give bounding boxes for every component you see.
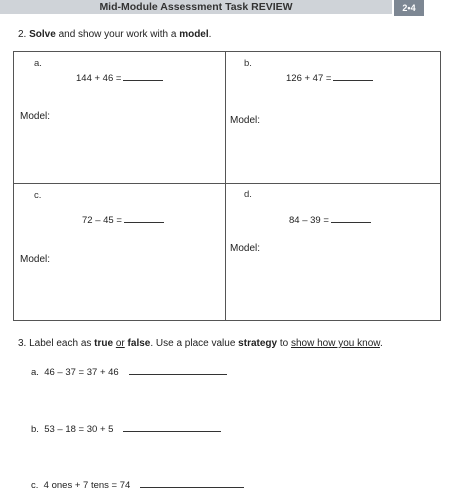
question-3-end: . [379, 338, 383, 349]
question-2-keyword-solve: Solve [29, 29, 56, 40]
question-2-text: and show your work with a [55, 29, 180, 40]
q3-item-c [31, 479, 244, 491]
q3-item-a-text: 46 – 37 = 37 + 46 [44, 367, 119, 378]
question-2-end: . [208, 29, 212, 40]
q3-item-b [31, 423, 221, 435]
cell-b-expression: 126 + 47 = [286, 73, 332, 84]
cell-d-model-label: Model: [230, 243, 261, 254]
header-title: Mid-Module Assessment Task REVIEW [99, 1, 293, 13]
grid-divider-horizontal [14, 183, 440, 184]
cell-a-problem [76, 72, 163, 84]
question-3-phrase-show: show how you know [290, 338, 380, 349]
cell-b-problem [286, 72, 373, 84]
cell-a-label: a. [34, 58, 42, 69]
q3-item-a-answer-blank[interactable] [129, 366, 227, 375]
cell-c-label: c. [34, 190, 42, 201]
q3-item-a-label: a. [31, 367, 39, 378]
question-3-keyword-true: true [94, 338, 114, 349]
question-3-text-1: Label each as [26, 338, 95, 349]
grid-divider-vertical [225, 52, 226, 320]
question-3-keyword-or: or [115, 338, 125, 349]
cell-b-label: b. [244, 58, 252, 69]
question-3-keyword-strategy: strategy [238, 338, 278, 349]
cell-b-model-label: Model: [230, 115, 261, 126]
question-3-title [18, 338, 383, 349]
cell-d-expression: 84 – 39 = [289, 215, 329, 226]
question-2-number: 2. [18, 29, 27, 40]
q3-item-c-label: c. [31, 480, 39, 491]
cell-d-label: d. [244, 189, 252, 200]
cell-c-expression: 72 – 45 = [82, 215, 122, 226]
cell-a-model-label: Model: [20, 111, 51, 122]
q3-item-b-label: b. [31, 424, 39, 435]
question-3-number: 3. [18, 338, 27, 349]
cell-d-answer-blank[interactable] [331, 214, 371, 223]
question-2-title [18, 29, 211, 40]
cell-a-expression: 144 + 46 = [76, 73, 122, 84]
cell-b-answer-blank[interactable] [333, 72, 373, 81]
question-3-text-3: to [277, 338, 291, 349]
question-3-keyword-false: false [127, 338, 151, 349]
q3-item-c-text: 4 ones + 7 tens = 74 [43, 480, 131, 491]
q3-item-a [31, 366, 227, 378]
q3-item-b-answer-blank[interactable] [123, 423, 221, 432]
question-3-text-2: . Use a place value [150, 338, 239, 349]
work-grid [13, 51, 441, 321]
cell-d-problem [289, 214, 371, 226]
cell-a-answer-blank[interactable] [123, 72, 163, 81]
question-2-keyword-model: model [179, 29, 209, 40]
cell-c-model-label: Model: [20, 254, 51, 265]
cell-c-problem [82, 214, 164, 226]
page-header [0, 0, 458, 16]
q3-item-c-answer-blank[interactable] [140, 479, 244, 488]
q3-item-b-text: 53 – 18 = 30 + 5 [44, 424, 114, 435]
cell-c-answer-blank[interactable] [124, 214, 164, 223]
module-badge: 2•4 [394, 0, 424, 16]
